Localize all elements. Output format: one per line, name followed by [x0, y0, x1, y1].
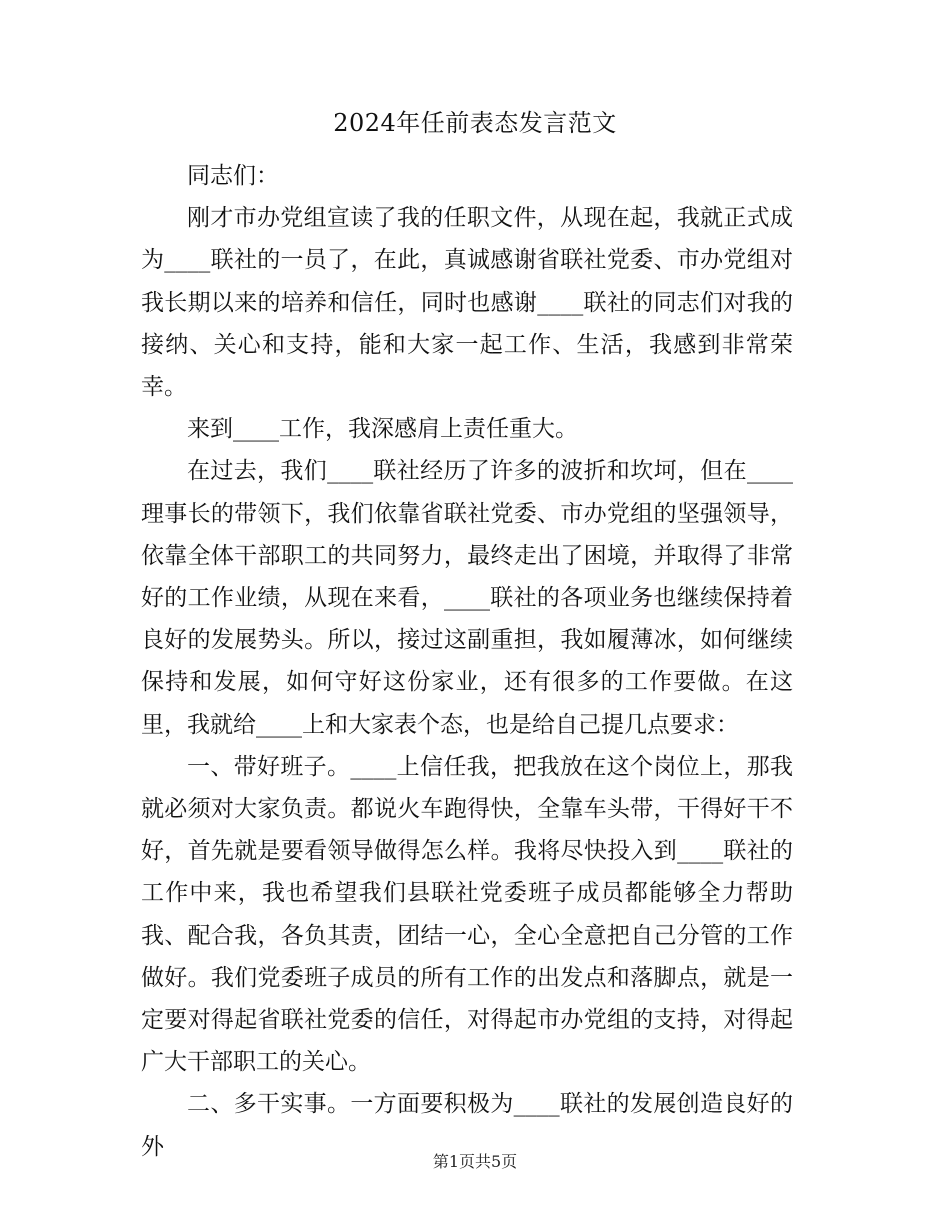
paragraph-point-one: 一、带好班子。____上信任我，把我放在这个岗位上，那我就必须对大家负责。都说火车跑得快，全靠车头带，干得好干不好，首先就是要看领导做得怎么样。我将尽快投入到____联社的工作中来，我也希望我们县联社党委班子成员都能够全力帮助我、配合我，各负其责，团结一心，全心全意把自己分管的工作做好。我们党委班子成员的所有工作的出发点和落脚点，就是一定要对得起省联社党委的信任，对得起市办党组的支持，对得起广大干部职工的关心。	[141, 753, 793, 1076]
page-number-footer: 第1页共5页	[432, 1152, 518, 1171]
document-title: 2024年任前表态发言范文	[333, 109, 617, 137]
paragraph-history: 在过去，我们____联社经历了许多的波折和坎坷，但在____理事长的带领下，我们依靠省联社党委、市办党组的坚强领导，依靠全体干部职工的共同努力，最终走出了困境，并取得了非常好的工作业绩，从现在来看，____联社的各项业务也继续保持着良好的发展势头。所以，接过这副重担，我如履薄冰，如何继续保持和发展，如何守好这份家业，还有很多的工作要做。在这里，我就给____上和大家表个态，也是给自己提几点要求：	[141, 458, 793, 738]
paragraph-opening: 刚才市办党组宣读了我的任职文件，从现在起，我就正式成为____联社的一员了，在此，真诚感谢省联社党委、市办党组对我长期以来的培养和信任，同时也感谢____联社的同志们对我的接纳、关心和支持，能和大家一起工作、生活，我感到非常荣幸。	[141, 205, 793, 401]
paragraph-greeting: 同志们：	[187, 163, 279, 189]
paragraph-responsibility: 来到____工作，我深感肩上责任重大。	[187, 416, 578, 443]
paragraph-point-two: 二、多干实事。一方面要积极为____联社的发展创造良好的外	[141, 1091, 793, 1160]
document-body	[141, 155, 793, 1168]
